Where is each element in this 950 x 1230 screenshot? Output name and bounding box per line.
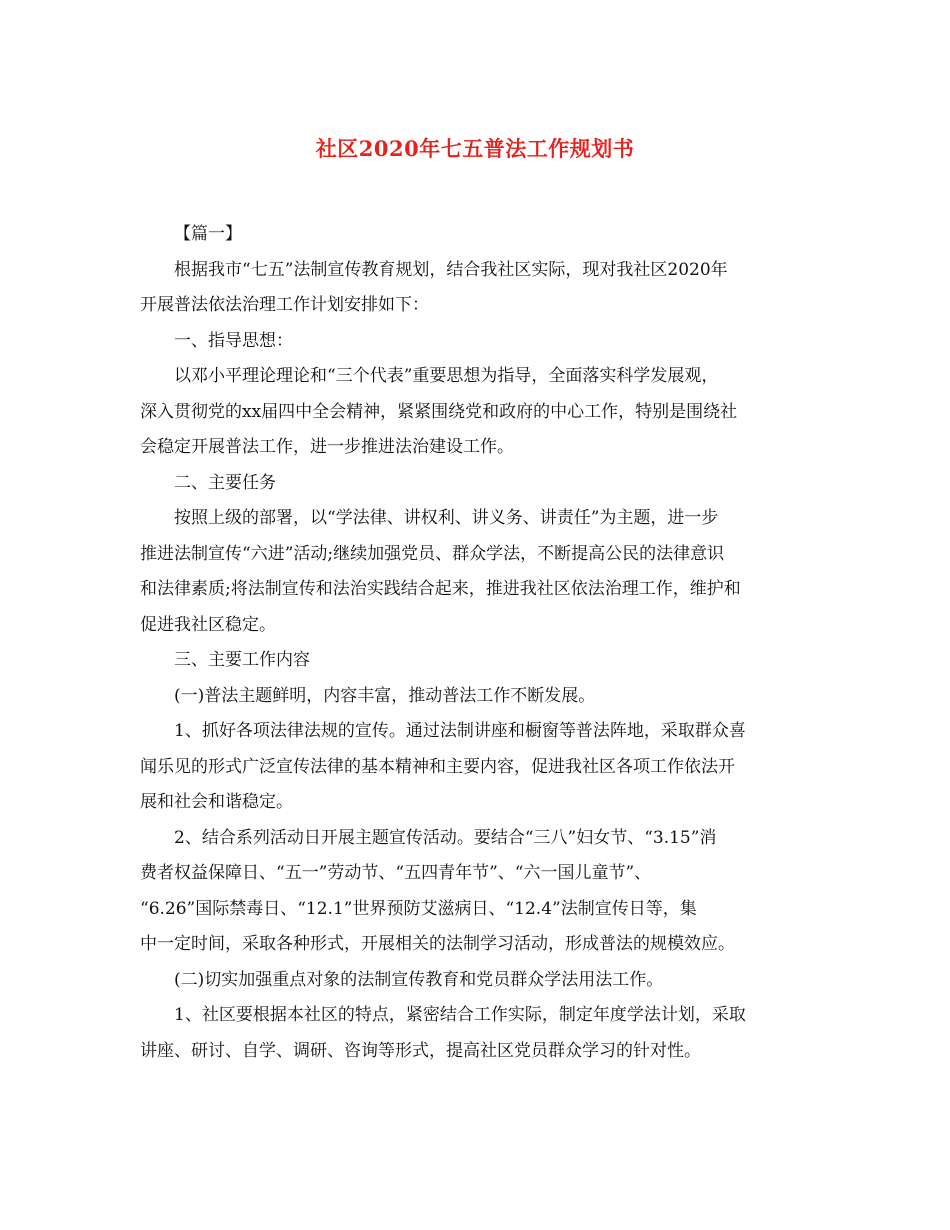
paragraph-line: 2、结合系列活动日开展主题宣传活动。要结合“三八”妇女节、“3.15”消	[174, 827, 717, 848]
paragraph-line: 会稳定开展普法工作，进一步推进法治建设工作。	[140, 437, 514, 457]
section-heading: 一、指导思想：	[174, 330, 293, 351]
section-heading: 三、主要工作内容	[174, 650, 310, 670]
document-body	[140, 217, 805, 1069]
paragraph-line: 闻乐见的形式广泛宣传法律的基本精神和主要内容，促进我社区各项工作依法开	[140, 756, 735, 777]
section-heading: 二、主要任务	[174, 472, 276, 493]
paragraph-line: 促进我社区稳定。	[140, 614, 276, 635]
paragraph-line: 深入贯彻党的xx届四中全会精神，紧紧围绕党和政府的中心工作，特别是围绕社	[140, 401, 738, 422]
paragraph-line: 按照上级的部署，以“学法律、讲权利、讲义务、讲责任”为主题，进一步	[174, 508, 719, 528]
subsection-heading: (一)普法主题鲜明，内容丰富，推动普法工作不断发展。	[174, 685, 596, 706]
section-heading: 【篇一】	[174, 224, 242, 244]
paragraph-line: 讲座、研讨、自学、调研、咨询等形式，提高社区党员群众学习的针对性。	[140, 1040, 701, 1061]
paragraph-line: 中一定时间，采取各种形式，开展相关的法制学习活动，形成普法的规模效应。	[140, 934, 735, 954]
subsection-heading: (二)切实加强重点对象的法制宣传教育和党员群众学法用法工作。	[174, 969, 664, 990]
paragraph-line: 开展普法依法治理工作计划安排如下：	[140, 295, 429, 315]
paragraph-line: 费者权益保障日、“五一”劳动节、“五四青年节”、“六一国儿童节”、	[140, 863, 652, 883]
paragraph-line: “6.26”国际禁毒日、“12.1”世界预防艾滋病日、“12.4”法制宣传日等，集	[140, 898, 697, 919]
document-title: 社区2020年七五普法工作规划书	[315, 136, 635, 161]
paragraph-line: 1、社区要根据本社区的特点，紧密结合工作实际，制定年度学法计划，采取	[174, 1005, 746, 1025]
paragraph-line: 根据我市“七五”法制宣传教育规划，结合我社区实际，现对我社区2020年	[174, 259, 728, 280]
paragraph-line: 展和社会和谐稳定。	[140, 792, 293, 812]
paragraph-line: 1、抓好各项法律法规的宣传。通过法制讲座和橱窗等普法阵地，采取群众喜	[174, 721, 746, 741]
paragraph-line: 以邓小平理论理论和“三个代表”重要思想为指导，全面落实科学发展观，	[174, 366, 719, 386]
paragraph-line: 和法律素质;将法制宣传和法治实践结合起来，推进我社区依法治理工作，维护和	[140, 579, 741, 599]
paragraph-line: 推进法制宣传“六进”活动;继续加强党员、群众学法，不断提高公民的法律意识	[140, 543, 725, 564]
